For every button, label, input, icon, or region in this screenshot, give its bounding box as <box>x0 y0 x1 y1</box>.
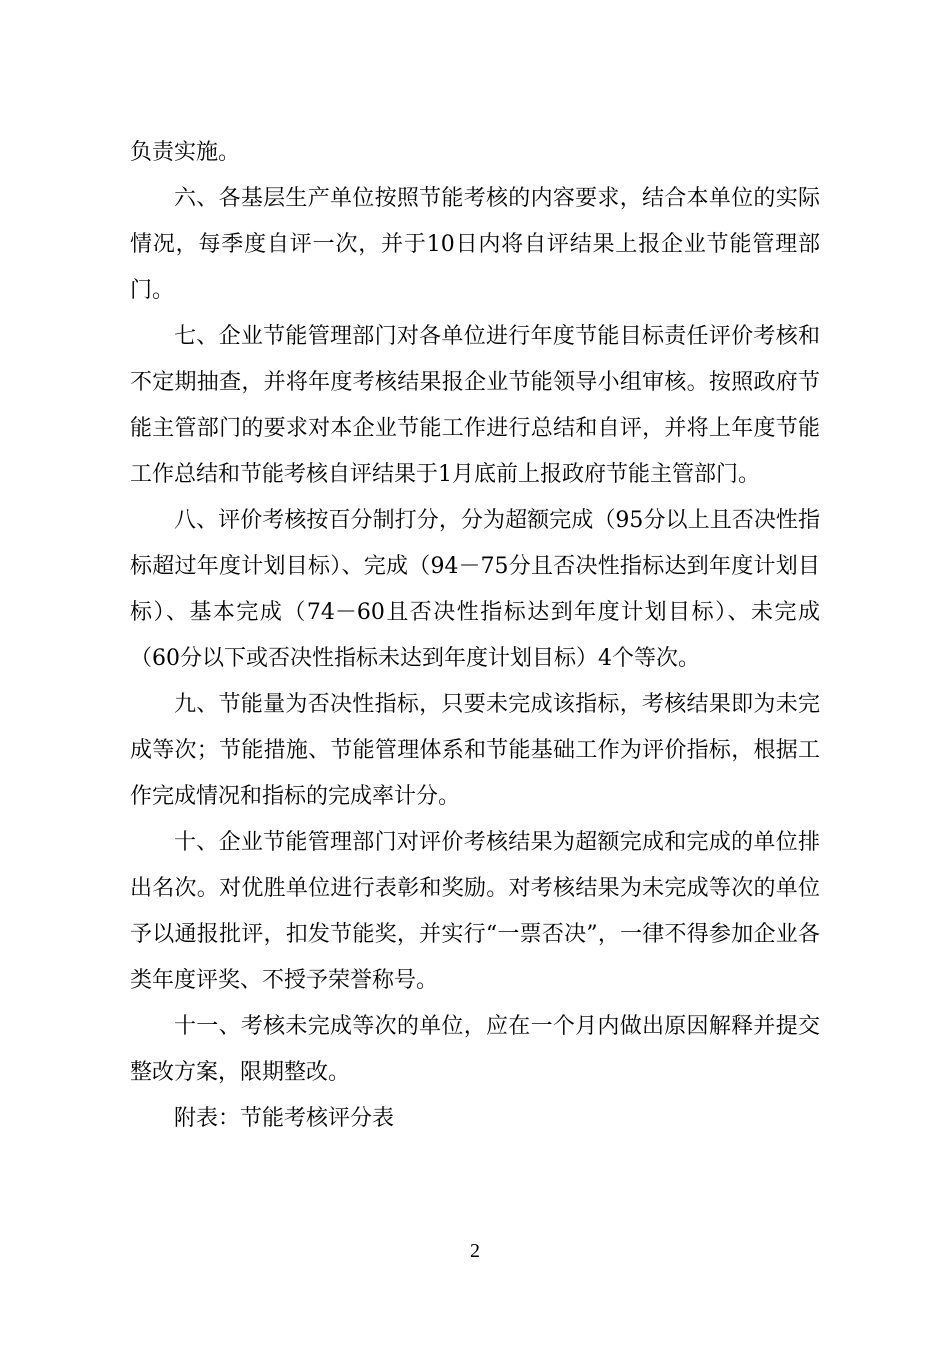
appendix-line: 附表：节能考核评分表 <box>174 1106 395 1131</box>
page-number: 2 <box>470 1240 480 1262</box>
paragraph-item-9: 九、节能量为否决性指标，只要未完成该指标，考核结果即为未完成等次；节能措施、节能管理体系和节能基础工作为评价指标，根据工作完成情况和指标的完成率计分。 <box>130 692 820 809</box>
paragraph-item-8: 八、评价考核按百分制打分，分为超额完成（95分以上且否决性指标超过年度计划目标）、完成（94－75分且否决性指标达到年度计划目标）、基本完成（74－60且否决性指标达到年度计划目标）、未完成（60分以下或否决性指标未达到年度计划目标）4个等次。 <box>130 508 820 671</box>
paragraph-item-11: 十一、考核未完成等次的单位，应在一个月内做出原因解释并提交整改方案，限期整改。 <box>130 1014 820 1085</box>
paragraph-item-10: 十、企业节能管理部门对评价考核结果为超额完成和完成的单位排出名次。对优胜单位进行表彰和奖励。对考核结果为未完成等次的单位予以通报批评，扣发节能奖，并实行“一票否决”，一律不得参加企业各类年度评奖、不授予荣誉称号。 <box>130 830 820 993</box>
paragraph-item-7: 七、企业节能管理部门对各单位进行年度节能目标责任评价考核和不定期抽查，并将年度考核结果报企业节能领导小组审核。按照政府节能主管部门的要求对本企业节能工作进行总结和自评，并将上年度节能工作总结和节能考核自评结果于1月底前上报政府节能主管部门。 <box>130 324 820 487</box>
paragraph-continuation: 负责实施。 <box>130 140 241 165</box>
document-body <box>130 130 820 1142</box>
paragraph-item-6: 六、各基层生产单位按照节能考核的内容要求，结合本单位的实际情况，每季度自评一次，并于10日内将自评结果上报企业节能管理部门。 <box>130 186 820 303</box>
